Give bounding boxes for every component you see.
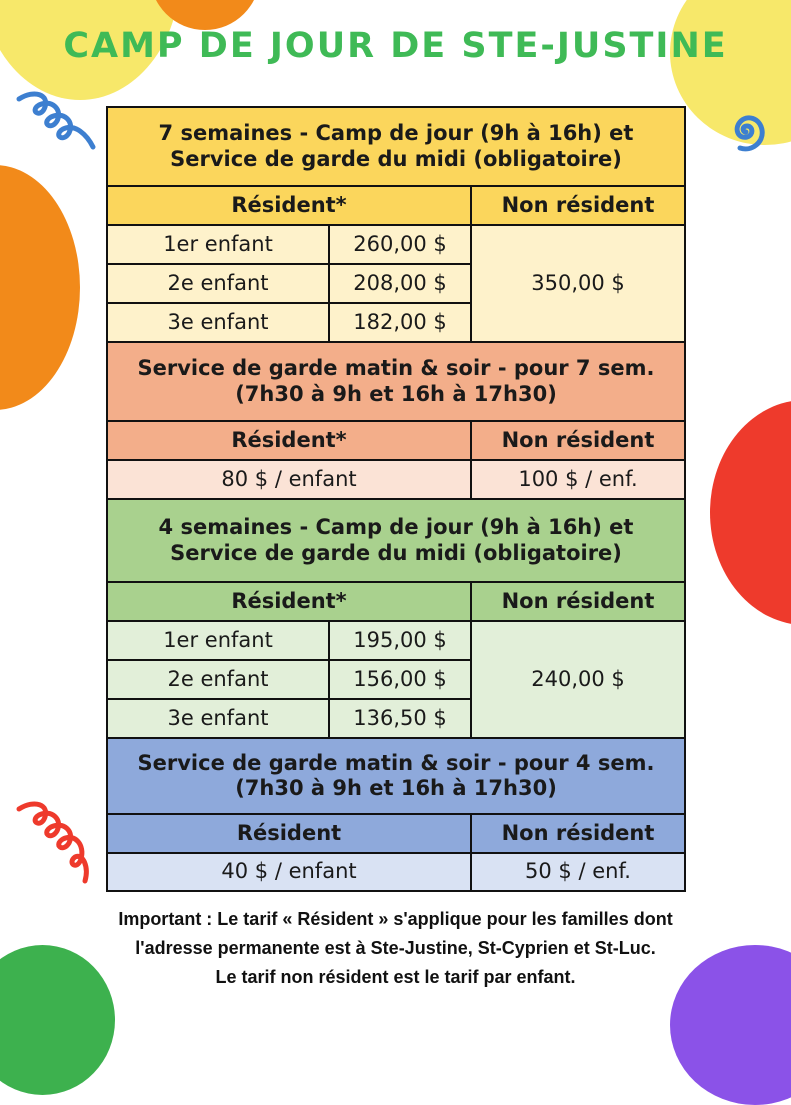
nonresident-price: 240,00 $ [471,621,685,738]
child-label: 2e enfant [107,660,329,699]
note-line2: l'adresse permanente est à Ste-Justine, St-Cyprien et St-Luc. [135,938,656,958]
section-7-weeks-header-line1: 7 semaines - Camp de jour (9h à 16h) et [158,121,634,146]
resident-header: Résident* [107,186,471,225]
section-4-weeks-header-line2: Service de garde du midi (obligatoire) [170,540,622,565]
nonresident-header: Non résident [471,421,685,460]
rates-table [106,106,686,892]
child-label: 1er enfant [107,621,329,660]
garde-7-weeks-header [107,342,685,421]
blue-squiggle-icon [15,85,105,165]
child-price: 136,50 $ [329,699,471,738]
page-title: CAMP DE JOUR DE STE-JUSTINE [63,26,728,66]
red-squiggle-icon [15,797,95,892]
garde-7-weeks-header-line1: Service de garde matin & soir - pour 7 sem. [137,356,655,381]
blue-spiral-icon [718,102,774,158]
child-label: 2e enfant [107,264,329,303]
nonresident-price: 350,00 $ [471,225,685,342]
resident-price: 80 $ / enfant [107,460,471,499]
section-7-weeks-header [107,107,685,186]
resident-header: Résident [107,814,471,853]
garde-7-weeks-header-line2: (7h30 à 9h et 16h à 17h30) [235,381,557,406]
child-price: 156,00 $ [329,660,471,699]
nonresident-header: Non résident [471,582,685,621]
nonresident-price: 100 $ / enf. [471,460,685,499]
resident-price: 40 $ / enfant [107,853,471,891]
child-label: 3e enfant [107,699,329,738]
nonresident-header: Non résident [471,814,685,853]
section-7-weeks-header-line2: Service de garde du midi (obligatoire) [170,146,622,171]
note-line3: Le tarif non résident est le tarif par enfant. [215,967,576,987]
nonresident-price: 50 $ / enf. [471,853,685,891]
garde-4-weeks-header [107,738,685,814]
section-4-weeks-header [107,499,685,582]
child-label: 3e enfant [107,303,329,342]
resident-header: Résident* [107,582,471,621]
garde-4-weeks-header-line1: Service de garde matin & soir - pour 4 sem. [137,750,655,775]
child-price: 195,00 $ [329,621,471,660]
important-note [30,905,761,992]
note-line1: Important : Le tarif « Résident » s'applique pour les familles dont [118,909,673,929]
section-4-weeks-header-line1: 4 semaines - Camp de jour (9h à 16h) et [158,515,634,540]
child-price: 260,00 $ [329,225,471,264]
garde-4-weeks-header-line2: (7h30 à 9h et 16h à 17h30) [235,776,557,800]
child-price: 182,00 $ [329,303,471,342]
resident-header: Résident* [107,421,471,460]
decor-red-circle-right [710,400,791,625]
decor-orange-circle-left [0,165,80,410]
nonresident-header: Non résident [471,186,685,225]
child-price: 208,00 $ [329,264,471,303]
child-label: 1er enfant [107,225,329,264]
